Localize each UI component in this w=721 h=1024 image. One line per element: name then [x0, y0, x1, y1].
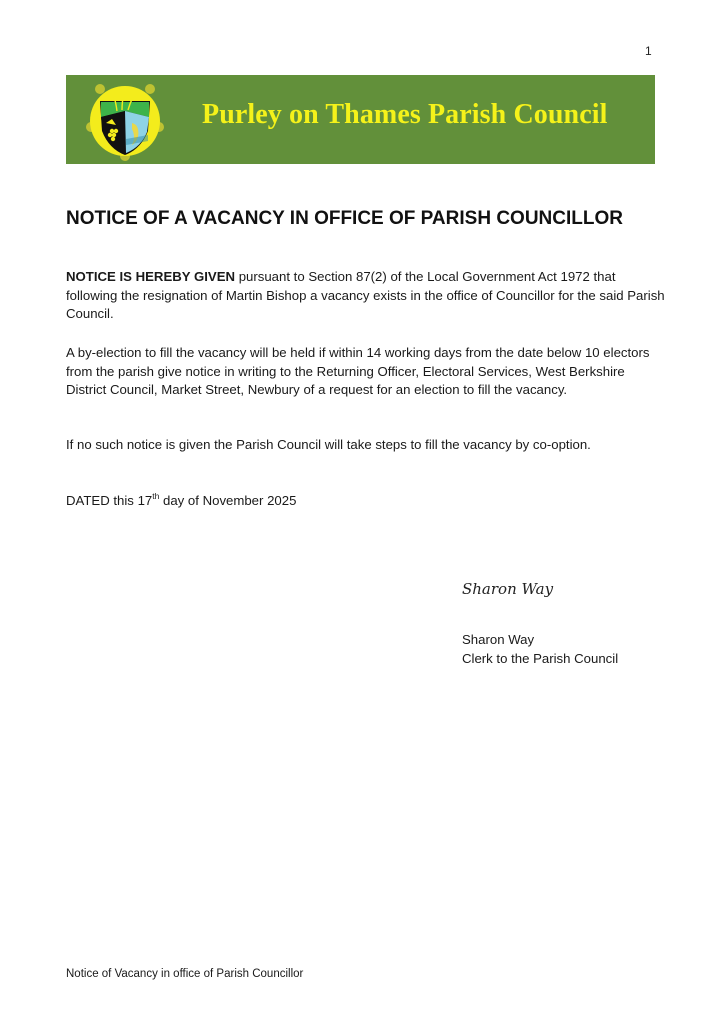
signature: Sharon Way	[462, 580, 554, 598]
dated-prefix: DATED this 17	[66, 493, 153, 508]
paragraph-by-election: A by-election to fill the vacancy will be held if within 14 working days from the date below 10 electors from the parish give notice in writing to the Returning Officer, Electoral Services, West Berkshire District Council, Market Street, Newbury of a request for an election to fill the vacancy.	[66, 345, 650, 397]
notice-text: pursuant to Section 87(2) of the Local Government Act 1972 that following the resignation of Martin Bishop a vacancy exists in the office of Councillor for the said Parish Council.	[66, 269, 665, 321]
parish-crest-icon	[86, 79, 164, 161]
paragraph-notice	[66, 268, 666, 324]
dated-suffix: day of November 2025	[159, 493, 297, 508]
document-title: NOTICE OF A VACANCY IN OFFICE OF PARISH COUNCILLOR	[66, 208, 623, 229]
signer-role: Clerk to the Parish Council	[462, 650, 619, 666]
dated-line	[66, 492, 666, 511]
page-number: 1	[645, 44, 652, 58]
dated-ordinal: th	[152, 491, 160, 501]
page-footer: Notice of Vacancy in office of Parish Councillor	[66, 968, 304, 980]
notice-lead: NOTICE IS HEREBY GIVEN	[66, 269, 236, 284]
paragraph-co-option: If no such notice is given the Parish Council will take steps to fill the vacancy by co-option.	[66, 437, 591, 452]
signer-name: Sharon Way	[462, 632, 535, 647]
header-banner	[66, 75, 655, 164]
signer-block	[462, 631, 618, 668]
organisation-name: Purley on Thames Parish Council	[202, 99, 608, 130]
